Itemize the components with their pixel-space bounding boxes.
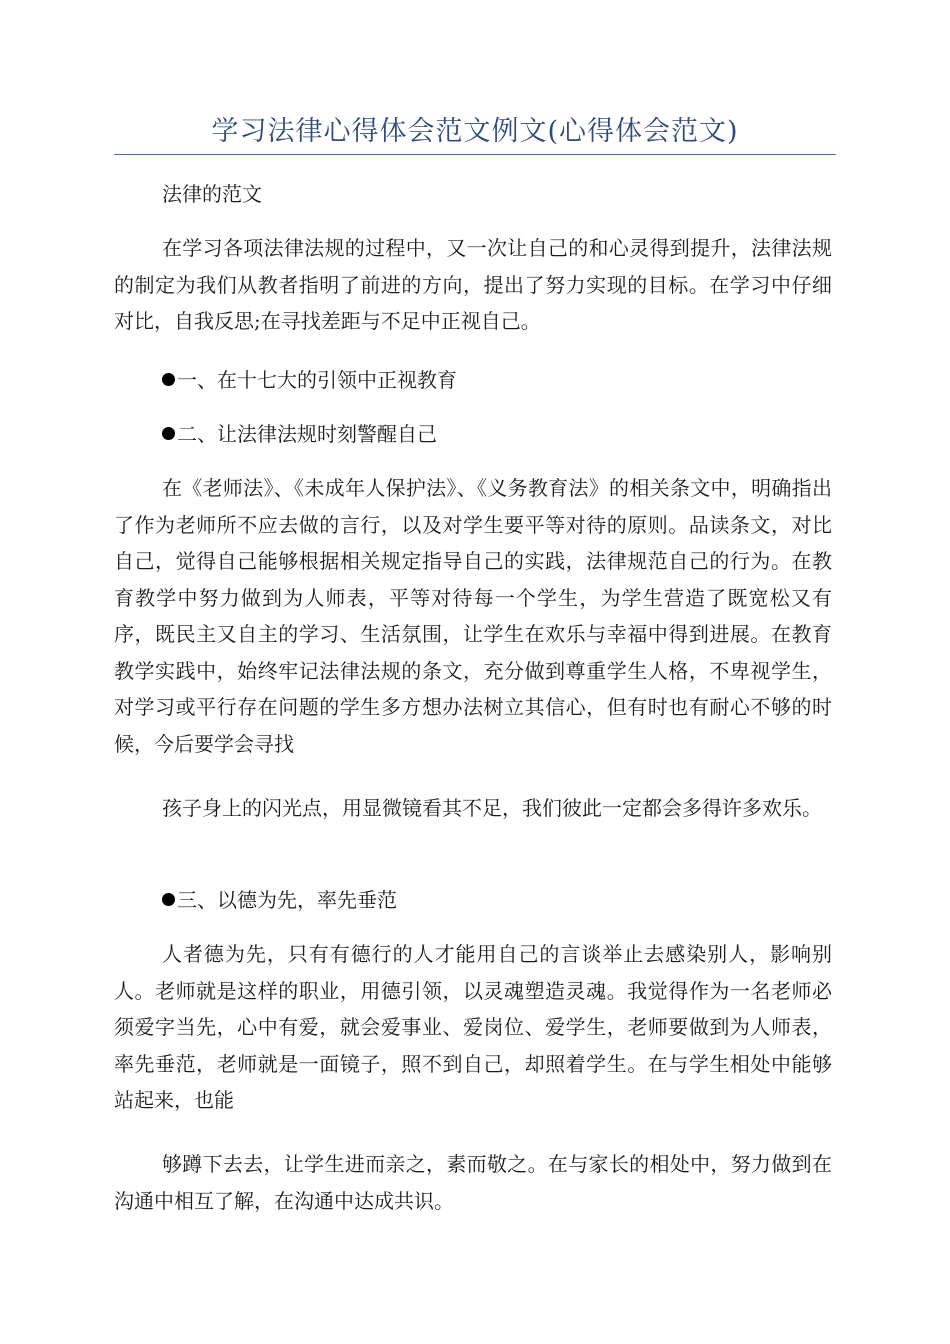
bullet-dot-icon (162, 893, 175, 906)
bullet-item-2-text: 二、让法律法规时刻警醒自己 (177, 422, 437, 446)
paragraph-law-articles: 在《老师法》、《未成年人保护法》、《义务教育法》的相关条文中，明确指出了作为老师所不应去做的言行，以及对学生要平等对待的原则。品读条文，对比自己，觉得自己能够根据相关规定指导自己的实践，法律规范自己的行为。在教育教学中努力做到为人师表，平等对待每一个学生，为学生营造了既宽松又有序，既民主又自主的学习、生活氛围，让学生在欢乐与幸福中得到进展。在教育教学实践中，始终牢记法律法规的条文，充分做到尊重学生人格，不卑视学生，对学习或平行存在问题的学生多方想办法树立其信心，但有时也有耐心不够的时候，今后要学会寻找 (114, 476, 832, 756)
bullet-dot-icon (162, 427, 175, 440)
bullet-dot-icon (162, 373, 175, 386)
title-underline (114, 154, 836, 155)
paragraph-continuation-1: 孩子身上的闪光点，用显微镜看其不足，我们彼此一定都会多得许多欢乐。 (162, 796, 822, 820)
paragraph-intro: 在学习各项法律法规的过程中，又一次让自己的和心灵得到提升，法律法规的制定为我们从教者指明了前进的方向，提出了努力实现的目标。在学习中仔细对比，自我反思;在寻找差距与不足中正视自己。 (114, 236, 832, 333)
bullet-item-1 (162, 362, 457, 398)
paragraph-continuation-2: 够蹲下去去，让学生进而亲之，素而敬之。在与家长的相处中，努力做到在沟通中相互了解，在沟通中达成共识。 (114, 1152, 832, 1213)
document-title: 学习法律心得体会范文例文(心得体会范文) (211, 116, 739, 147)
bullet-item-1-text: 一、在十七大的引领中正视教育 (177, 368, 457, 392)
bullet-item-2 (162, 416, 437, 452)
bullet-item-3 (162, 882, 397, 918)
paragraph-virtue: 人者德为先，只有有德行的人才能用自己的言谈举止去感染别人，影响别人。老师就是这样的职业，用德引领，以灵魂塑造灵魂。我觉得作为一名老师必须爱字当先，心中有爱，就会爱事业、爱岗位、爱学生，老师要做到为人师表，率先垂范，老师就是一面镜子，照不到自己，却照着学生。在与学生相处中能够站起来，也能 (114, 942, 832, 1112)
section-heading: 法律的范文 (162, 182, 262, 206)
bullet-item-3-text: 三、以德为先，率先垂范 (177, 888, 397, 912)
